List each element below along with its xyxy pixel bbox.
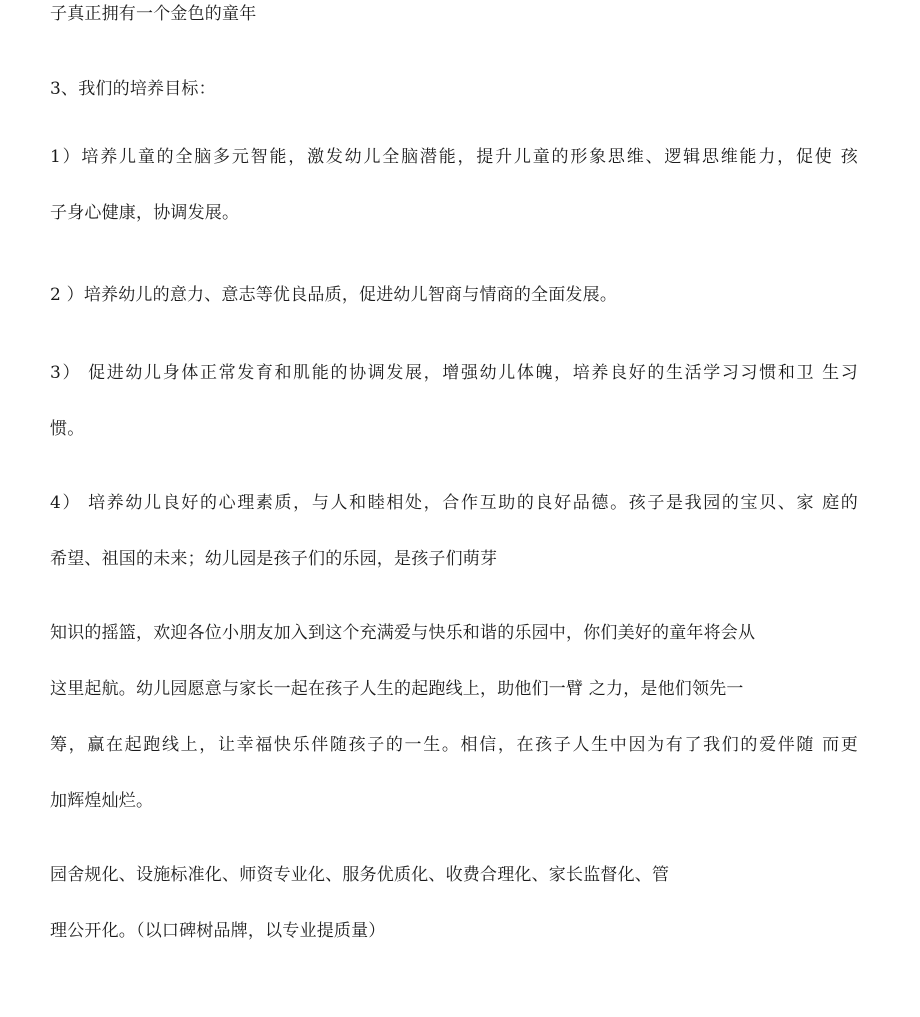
standards-line-1: 园舍规化、设施标准化、师资专业化、服务优质化、收费合理化、家长监督化、管 bbox=[50, 865, 670, 885]
welcome-line-2: 这里起航。幼儿园愿意与家长一起在孩子人生的起跑线上，助他们一臂 之力，是他们领先一 bbox=[50, 679, 744, 699]
goal-3-line-2: 惯。 bbox=[50, 419, 85, 439]
goal-4-line-1: 4） 培养幼儿良好的心理素质，与人和睦相处，合作互助的良好品德。孩子是我园的宝贝、家 庭的 bbox=[50, 493, 858, 513]
welcome-line-1: 知识的摇篮，欢迎各位小朋友加入到这个充满爱与快乐和谐的乐园中，你们美好的童年将会从 bbox=[50, 623, 756, 643]
welcome-line-4: 加辉煌灿烂。 bbox=[50, 791, 154, 811]
goal-4-line-2: 希望、祖国的未来；幼儿园是孩子们的乐园，是孩子们萌芽 bbox=[50, 549, 498, 569]
goal-1-line-1: 1）培养儿童的全脑多元智能，激发幼儿全脑潜能，提升儿童的形象思维、逻辑思维能力，促使 孩 bbox=[50, 147, 858, 167]
goal-1-line-2: 子身心健康，协调发展。 bbox=[50, 203, 240, 223]
goal-2-line-1: 2 ）培养幼儿的意力、意志等优良品质，促进幼儿智商与情商的全面发展。 bbox=[50, 285, 618, 305]
standards-line-2: 理公开化。（以口碑树品牌，以专业提质量） bbox=[50, 921, 386, 941]
welcome-line-3: 筹，赢在起跑线上，让幸福快乐伴随孩子的一生。相信，在孩子人生中因为有了我们的爱伴随 而更 bbox=[50, 735, 858, 755]
text-line-intro-end: 子真正拥有一个金色的童年 bbox=[50, 4, 257, 24]
section-heading-goals: 3、我们的培养目标： bbox=[50, 79, 216, 99]
goal-3-line-1: 3） 促进幼儿身体正常发育和肌能的协调发展，增强幼儿体魄，培养良好的生活学习习惯和卫 生习 bbox=[50, 363, 858, 383]
